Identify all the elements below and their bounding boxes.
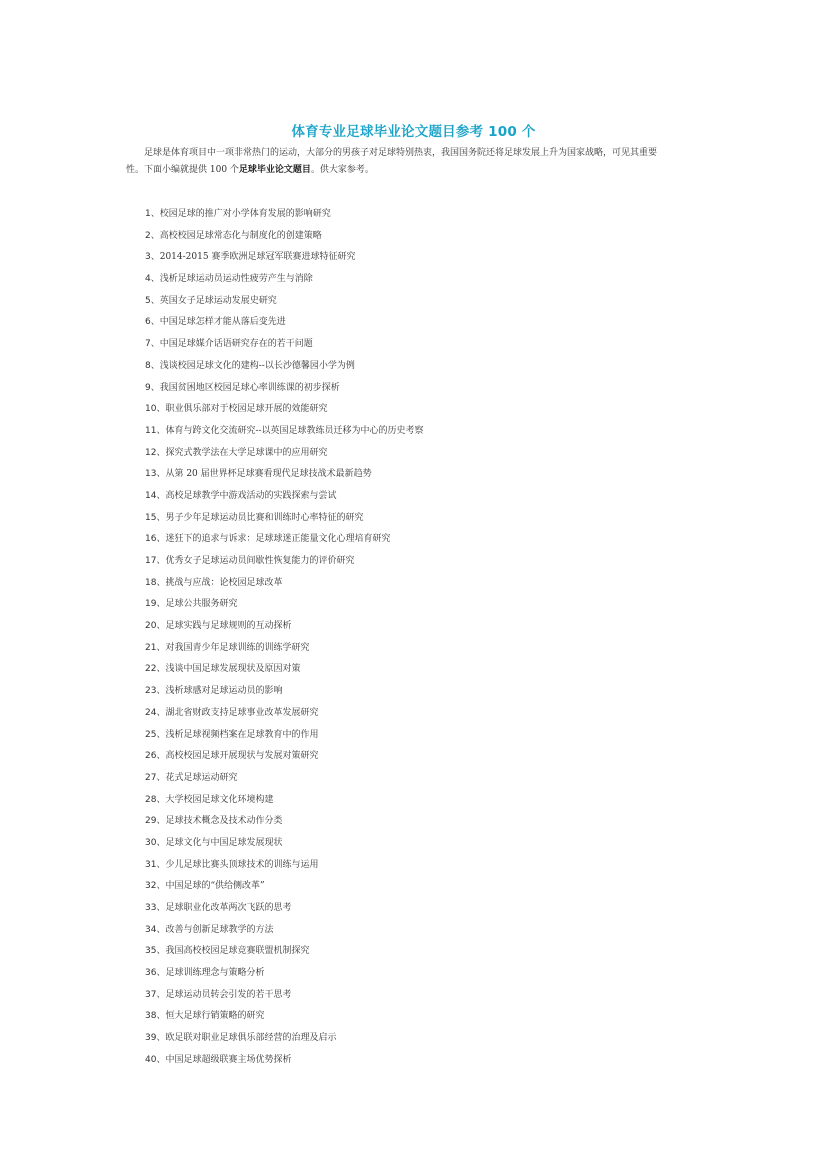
list-item-number: 7、	[145, 339, 160, 350]
list-item	[145, 228, 424, 250]
list-item-text: 浅析球感对足球运动员的影响	[165, 686, 283, 697]
list-item	[145, 770, 424, 792]
list-item-number: 2、	[145, 230, 160, 241]
list-item	[145, 445, 424, 467]
list-item-number: 28、	[145, 794, 166, 805]
list-item-number: 22、	[145, 664, 166, 675]
intro-text-bold: 足球毕业论文题目	[238, 165, 311, 175]
list-item	[145, 1008, 424, 1030]
list-item-text: 探究式教学法在大学足球课中的应用研究	[165, 447, 328, 458]
list-item-text: 足球实践与足球规则的互动探析	[165, 621, 292, 632]
list-item	[145, 965, 424, 987]
list-item-number: 10、	[145, 404, 166, 415]
list-item-number: 21、	[145, 642, 166, 653]
list-item-text: 挑战与应战：论校园足球改革	[165, 577, 283, 588]
list-item	[145, 596, 424, 618]
list-item-text: 从第 20 届世界杯足球赛看现代足球技战术最新趋势	[165, 469, 372, 480]
list-item-text: 少儿足球比赛头顶球技术的训练与运用	[165, 859, 319, 870]
list-item-number: 17、	[145, 556, 166, 566]
list-item	[145, 510, 424, 532]
list-item-text: 花式足球运动研究	[165, 772, 238, 783]
list-item-text: 足球公共服务研究	[165, 599, 238, 610]
list-item	[145, 293, 424, 315]
list-item-number: 32、	[145, 881, 166, 892]
list-item-text: 优秀女子足球运动员间歇性恢复能力的评价研究	[165, 556, 355, 566]
list-item	[145, 618, 424, 640]
list-item	[145, 466, 424, 488]
list-item-text: 体育与跨文化交流研究--以英国足球教练员迁移为中心的历史考察	[165, 425, 424, 436]
list-item-number: 13、	[145, 469, 166, 480]
list-item-number: 39、	[145, 1033, 166, 1044]
list-item-number: 29、	[145, 816, 166, 827]
list-item-number: 30、	[145, 837, 166, 848]
list-item	[145, 640, 424, 662]
list-item-text: 对我国青少年足球训练的训练学研究	[165, 642, 310, 653]
list-item-text: 足球运动员转会引发的若干思考	[165, 989, 292, 1000]
list-item-text: 英国女子足球运动发展史研究	[159, 295, 277, 306]
list-item-number: 16、	[145, 534, 166, 545]
list-item	[145, 878, 424, 900]
list-item-text: 我国高校校园足球竞赛联盟机制探究	[165, 946, 310, 957]
list-item-text: 足球训练理念与策略分析	[165, 968, 265, 979]
list-item-text: 中国足球怎样才能从落后变先进	[159, 317, 286, 328]
list-item-text: 恒大足球行销策略的研究	[165, 1011, 265, 1022]
list-item	[145, 900, 424, 922]
list-item-text: 中国足球超级联赛主场优势探析	[165, 1054, 292, 1065]
topic-list	[145, 206, 424, 1074]
list-item-number: 9、	[145, 382, 160, 393]
list-item-number: 24、	[145, 707, 166, 718]
list-item-text: 高校足球教学中游戏活动的实践探索与尝试	[165, 490, 337, 501]
list-item-text: 职业俱乐部对于校园足球开展的效能研究	[165, 404, 328, 415]
list-item-number: 35、	[145, 946, 166, 957]
list-item-text: 中国足球的“供给侧改革”	[165, 881, 265, 892]
list-item	[145, 249, 424, 271]
list-item	[145, 813, 424, 835]
intro-text: 足球是体育项目中一项非常热门的运动，大部分的男孩子对足球特别热衷，我国国务院还将足球发展上升为国家战略，可见其重要	[144, 148, 658, 158]
list-item-number: 4、	[145, 274, 160, 285]
list-item-number: 20、	[145, 621, 166, 632]
list-item	[145, 531, 424, 553]
list-item-number: 1、	[145, 209, 160, 219]
list-item-number: 40、	[145, 1054, 166, 1065]
list-item-text: 迷狂下的追求与诉求：足球球迷正能量文化心理培育研究	[165, 534, 391, 545]
list-item	[145, 727, 424, 749]
list-item	[145, 922, 424, 944]
list-item	[145, 943, 424, 965]
list-item-number: 6、	[145, 317, 160, 328]
list-item	[145, 575, 424, 597]
list-item-number: 12、	[145, 447, 166, 458]
list-item-number: 37、	[145, 989, 166, 1000]
list-item-text: 足球职业化改革两次飞跃的思考	[165, 903, 292, 913]
list-item-number: 18、	[145, 577, 166, 588]
list-item-text: 浅析足球运动员运动性疲劳产生与消除	[159, 274, 313, 285]
list-item-number: 36、	[145, 968, 166, 979]
list-item	[145, 314, 424, 336]
list-item-text: 欧足联对职业足球俱乐部经营的治理及启示	[165, 1033, 337, 1044]
list-item	[145, 1052, 424, 1074]
list-item-text: 男子少年足球运动员比赛和训练时心率特征的研究	[165, 512, 364, 523]
list-item-number: 8、	[145, 360, 160, 371]
list-item	[145, 661, 424, 683]
list-item-text: 大学校园足球文化环境构建	[165, 794, 274, 805]
list-item	[145, 748, 424, 770]
intro-text-post: 。供大家参考。	[310, 165, 374, 175]
list-item	[145, 987, 424, 1009]
intro-paragraph-line-1	[126, 142, 716, 164]
list-item-text: 浅谈中国足球发展现状及原因对策	[165, 664, 301, 675]
list-item	[145, 423, 424, 445]
list-item-text: 我国贫困地区校园足球心率训练课的初步探析	[159, 382, 340, 393]
list-item-text: 中国足球媒介话语研究存在的若干问题	[159, 339, 313, 350]
list-item	[145, 705, 424, 727]
list-item-text: 浅析足球视频档案在足球教育中的作用	[165, 729, 319, 740]
list-item-number: 19、	[145, 599, 166, 610]
list-item-text: 高校校园足球常态化与制度化的创建策略	[159, 230, 322, 241]
list-item	[145, 380, 424, 402]
list-item	[145, 683, 424, 705]
document-title: 体育专业足球毕业论文题目参考 100 个	[291, 124, 536, 140]
list-item-number: 26、	[145, 751, 166, 762]
list-item	[145, 792, 424, 814]
list-item-number: 5、	[145, 295, 160, 306]
list-item	[145, 553, 424, 575]
list-item	[145, 271, 424, 293]
list-item-text: 足球技术概念及技术动作分类	[165, 816, 283, 827]
list-item-number: 33、	[145, 903, 166, 913]
intro-text-pre: 性。下面小编就提供 100 个	[126, 165, 239, 175]
list-item-text: 校园足球的推广对小学体育发展的影响研究	[159, 209, 331, 219]
list-item	[145, 857, 424, 879]
list-item	[145, 1030, 424, 1052]
list-item-text: 高校校园足球开展现状与发展对策研究	[165, 751, 319, 762]
list-item-number: 14、	[145, 490, 166, 501]
list-item	[145, 336, 424, 358]
list-item	[145, 358, 424, 380]
list-item-number: 34、	[145, 924, 166, 935]
list-item	[145, 835, 424, 857]
list-item-number: 3、	[145, 252, 160, 263]
list-item	[145, 206, 424, 228]
list-item-text: 湖北省财政支持足球事业改革发展研究	[165, 707, 319, 718]
intro-paragraph-line-2	[126, 163, 716, 177]
list-item-number: 38、	[145, 1011, 166, 1022]
list-item-text: 2014-2015 赛季欧洲足球冠军联赛进球特征研究	[159, 252, 356, 263]
list-item-text: 足球文化与中国足球发展现状	[165, 837, 283, 848]
list-item	[145, 488, 424, 510]
list-item-number: 25、	[145, 729, 166, 740]
list-item-number: 23、	[145, 686, 166, 697]
list-item-number: 27、	[145, 772, 166, 783]
list-item-number: 15、	[145, 512, 166, 523]
list-item-text: 浅谈校园足球文化的建构--以长沙德馨园小学为例	[159, 360, 355, 371]
list-item-text: 改善与创新足球教学的方法	[165, 924, 274, 935]
list-item-number: 11、	[145, 425, 166, 436]
list-item	[145, 401, 424, 423]
list-item-number: 31、	[145, 859, 166, 870]
